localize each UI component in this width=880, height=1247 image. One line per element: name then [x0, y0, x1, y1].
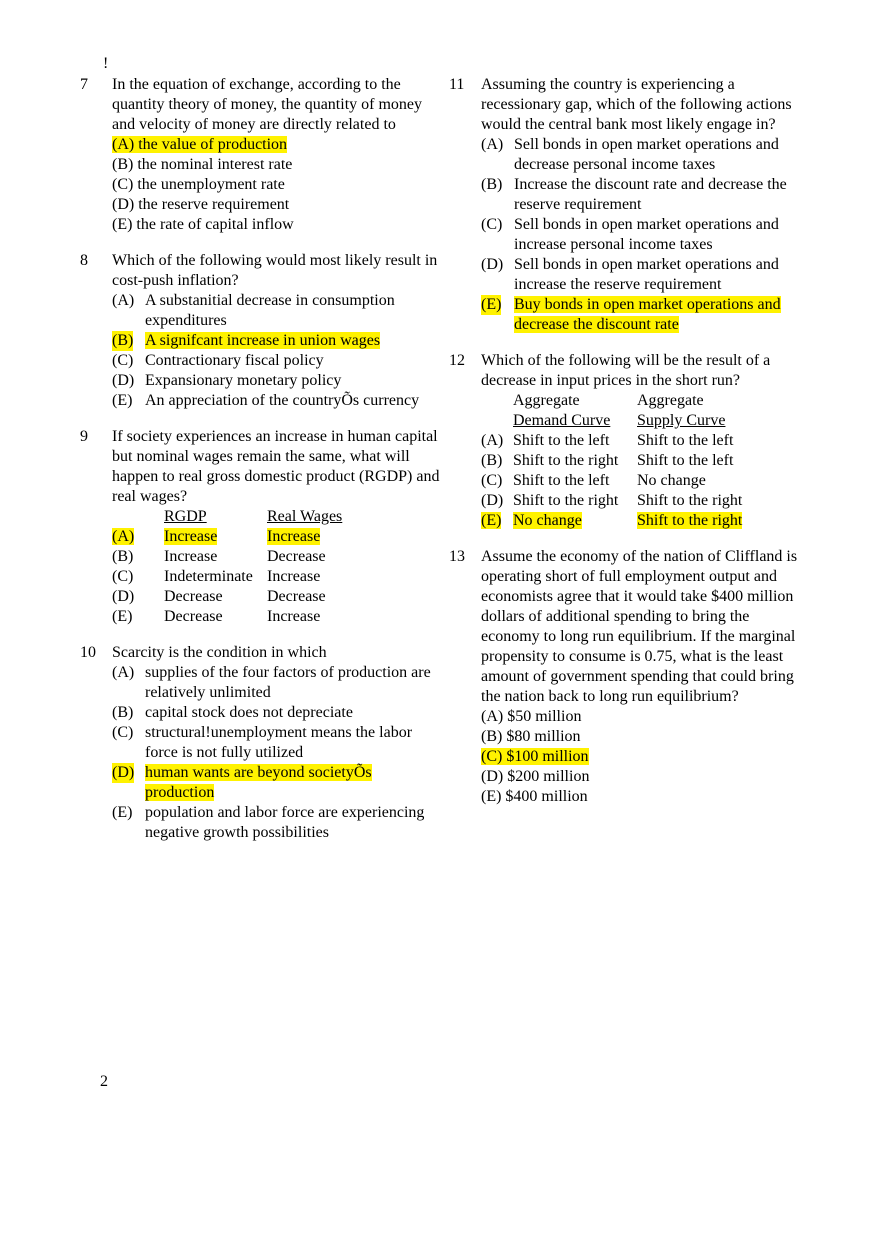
- option-label: (B): [481, 176, 503, 193]
- option-d: [112, 371, 440, 391]
- option-label: (B): [112, 332, 134, 349]
- column-header-rgdp: RGDP: [164, 508, 207, 525]
- question-stem: Which of the following would most likely result in cost-push inflation?: [112, 252, 438, 289]
- row-label: (D): [112, 588, 135, 605]
- left-column: [80, 55, 440, 843]
- option-a: (A) $50 million: [481, 708, 582, 725]
- supply-cell: Shift to the left: [637, 432, 734, 449]
- option-label: (A): [112, 664, 135, 681]
- option-label: (C): [112, 724, 134, 741]
- option-e: [112, 391, 440, 411]
- demand-cell: Shift to the right: [513, 452, 619, 469]
- column-header-top: Aggregate: [637, 392, 704, 409]
- option-text: An appreciation of the countryÕs currency: [145, 392, 420, 409]
- question-stem: If society experiences an increase in human capital but nominal wages remain the same, what will happen to real gross domestic product (RGDP) and real wages?: [112, 428, 440, 505]
- wages-cell: Increase: [267, 568, 321, 585]
- wages-cell: Increase: [267, 528, 321, 545]
- column-header-top: Aggregate: [513, 392, 580, 409]
- question-11: [449, 75, 809, 335]
- table-row: [112, 607, 342, 627]
- row-label: (C): [481, 472, 503, 489]
- option-label: (A): [481, 136, 504, 153]
- option-c: [112, 723, 440, 763]
- option-label: (E): [112, 804, 133, 821]
- top-mark: !: [103, 55, 109, 72]
- option-a: [112, 135, 440, 155]
- question-number: 10: [80, 644, 96, 661]
- question-stem: In the equation of exchange, according to the quantity theory of money, the quantity of money and velocity of money are directly related to: [112, 76, 423, 133]
- option-d: [481, 255, 809, 295]
- option-e: [112, 803, 440, 843]
- column-header-real-wages: Real Wages: [267, 508, 343, 525]
- question-number: 12: [449, 352, 465, 369]
- row-label: (E): [481, 512, 502, 529]
- option-text: human wants are beyond societyÕs production: [145, 764, 372, 801]
- question-7: [80, 75, 440, 235]
- supply-cell: Shift to the right: [637, 512, 743, 529]
- question-stem: Assuming the country is experiencing a recessionary gap, which of the following actions would the central bank most likely engage in?: [481, 76, 792, 133]
- row-label: (A): [481, 432, 504, 449]
- question-12: [449, 351, 809, 531]
- question-9: [80, 427, 440, 627]
- option-text: Increase the discount rate and decrease the reserve requirement: [514, 176, 787, 213]
- option-label: (D): [481, 256, 504, 273]
- option-label: (D): [112, 764, 135, 781]
- question-10: [80, 643, 440, 843]
- wages-cell: Increase: [267, 608, 321, 625]
- option-c: (C) the unemployment rate: [112, 176, 285, 193]
- table-row: [481, 471, 742, 491]
- row-label: (B): [481, 452, 503, 469]
- row-label: (D): [481, 492, 504, 509]
- option-label: (A): [112, 292, 135, 309]
- supply-cell: No change: [637, 472, 706, 489]
- right-column: [449, 75, 809, 807]
- option-text: (C) $100 million: [481, 748, 589, 765]
- question-13: [449, 547, 809, 807]
- table-row: [112, 587, 342, 607]
- rgdp-cell: Indeterminate: [164, 568, 253, 585]
- rgdp-cell: Increase: [164, 528, 218, 545]
- rgdp-cell: Increase: [164, 548, 218, 565]
- option-b: [481, 175, 809, 215]
- rgdp-cell: Decrease: [164, 608, 223, 625]
- question-number: 9: [80, 428, 88, 445]
- option-text: capital stock does not depreciate: [145, 704, 353, 721]
- option-text: Sell bonds in open market operations and increase personal income taxes: [514, 216, 779, 253]
- question-number: 13: [449, 548, 465, 565]
- option-label: (E): [481, 296, 502, 313]
- column-header-supply: Supply Curve: [637, 412, 726, 429]
- option-e: (E) the rate of capital inflow: [112, 216, 294, 233]
- demand-cell: No change: [513, 512, 582, 529]
- question-number: 8: [80, 252, 88, 269]
- table-row: [112, 547, 342, 567]
- option-text: Sell bonds in open market operations and increase the reserve requirement: [514, 256, 779, 293]
- wages-cell: Decrease: [267, 588, 326, 605]
- option-text: structural!unemployment means the labor force is not fully utilized: [145, 724, 413, 761]
- option-d: (D) the reserve requirement: [112, 196, 290, 213]
- option-b: [112, 331, 440, 351]
- question-number: 11: [449, 76, 465, 93]
- row-label: (B): [112, 548, 134, 565]
- option-label: (C): [112, 352, 134, 369]
- question-number: 7: [80, 76, 88, 93]
- option-a: [481, 135, 809, 175]
- table-row: [112, 527, 342, 547]
- answer-table: [112, 507, 342, 627]
- question-stem: Assume the economy of the nation of Cliffland is operating short of full employment output and economists agree that it would take $400 million dollars of additional spending to bring the economy to long run equilibrium. If the marginal propensity to consume is 0.75, what is the least amount of government spending that could bring the nation back to long run equilibrium?: [481, 548, 798, 705]
- option-b: (B) $80 million: [481, 728, 581, 745]
- rgdp-cell: Decrease: [164, 588, 223, 605]
- option-text: population and labor force are experiencing negative growth possibilities: [145, 804, 425, 841]
- supply-cell: Shift to the left: [637, 452, 734, 469]
- option-c: [481, 747, 809, 767]
- option-text: supplies of the four factors of production are relatively unlimited: [145, 664, 431, 701]
- option-d: [112, 763, 440, 803]
- row-label: (A): [112, 528, 135, 545]
- option-text: Expansionary monetary policy: [145, 372, 342, 389]
- table-row: [481, 431, 742, 451]
- option-label: (B): [112, 704, 134, 721]
- table-row: [481, 451, 742, 471]
- option-label: (C): [481, 216, 503, 233]
- table-row: [481, 511, 742, 531]
- option-text: Contractionary fiscal policy: [145, 352, 324, 369]
- question-stem: Scarcity is the condition in which: [112, 644, 327, 661]
- demand-cell: Shift to the right: [513, 492, 619, 509]
- row-label: (C): [112, 568, 134, 585]
- option-text: Sell bonds in open market operations and decrease personal income taxes: [514, 136, 779, 173]
- supply-cell: Shift to the right: [637, 492, 743, 509]
- question-8: [80, 251, 440, 411]
- column-header-demand: Demand Curve: [513, 412, 611, 429]
- demand-cell: Shift to the left: [513, 472, 610, 489]
- option-label: (D): [112, 372, 135, 389]
- option-c: [112, 351, 440, 371]
- page-number: 2: [100, 1073, 108, 1090]
- option-e: [481, 295, 809, 335]
- option-a: [112, 663, 440, 703]
- option-e: (E) $400 million: [481, 788, 588, 805]
- table-row: [481, 491, 742, 511]
- question-stem: Which of the following will be the result of a decrease in input prices in the short run?: [481, 352, 771, 389]
- option-b: [112, 703, 440, 723]
- option-text: A substanitial decrease in consumption expenditures: [145, 292, 395, 329]
- option-label: (E): [112, 392, 133, 409]
- option-text: A signifcant increase in union wages: [145, 332, 381, 349]
- option-d: (D) $200 million: [481, 768, 590, 785]
- option-b: (B) the nominal interest rate: [112, 156, 293, 173]
- demand-cell: Shift to the left: [513, 432, 610, 449]
- option-text: Buy bonds in open market operations and decrease the discount rate: [514, 296, 781, 333]
- option-a: [112, 291, 440, 331]
- row-label: (E): [112, 608, 133, 625]
- wages-cell: Decrease: [267, 548, 326, 565]
- table-row: [112, 567, 342, 587]
- answer-table: [481, 391, 742, 531]
- option-text: (A) the value of production: [112, 136, 288, 153]
- option-c: [481, 215, 809, 255]
